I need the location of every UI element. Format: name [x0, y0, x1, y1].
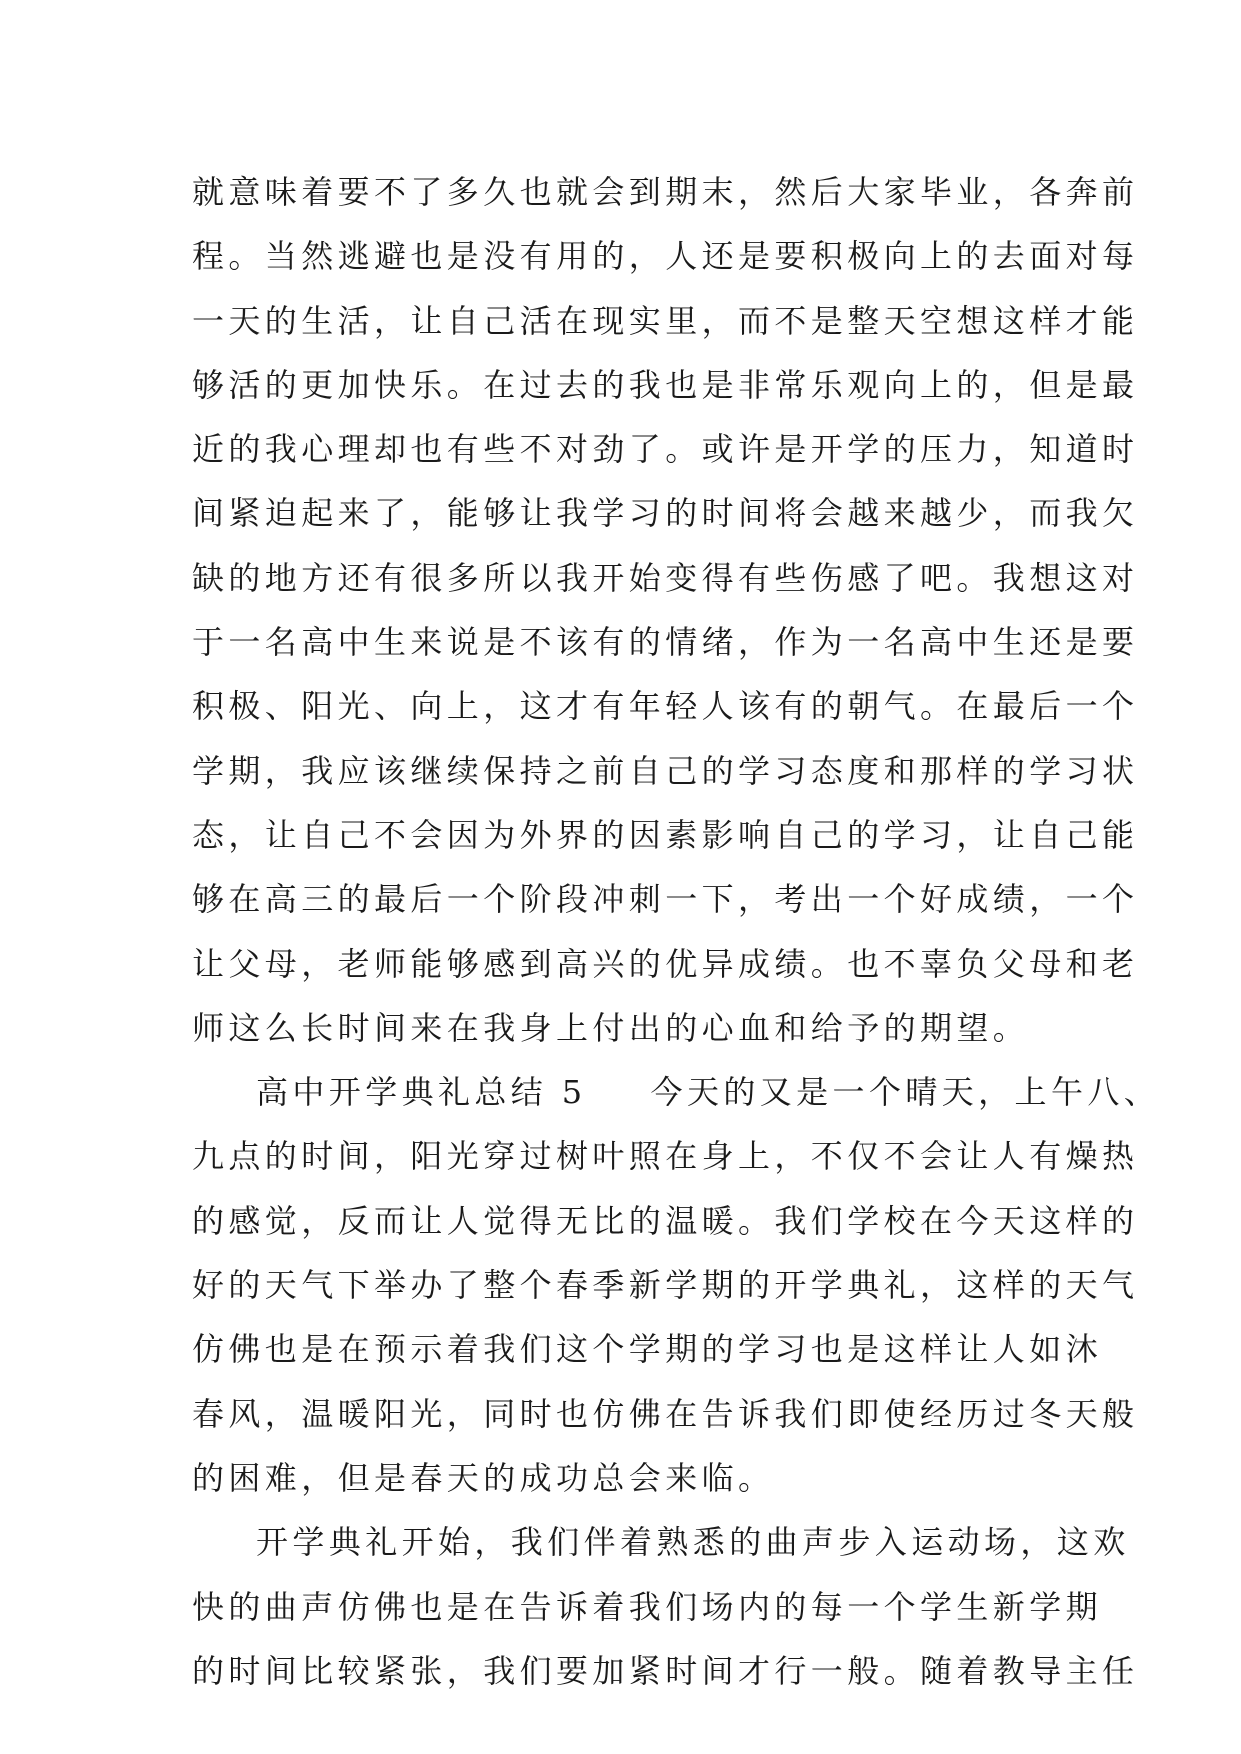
text-line: 一天的生活，让自己活在现实里，而不是整天空想这样才能 [192, 301, 1139, 340]
text-line: 于一名高中生来说是不该有的情绪，作为一名高中生还是要 [192, 623, 1139, 662]
text-line: 九点的时间，阳光穿过树叶照在身上，不仅不会让人有燥热 [192, 1137, 1139, 1176]
text-line: 缺的地方还有很多所以我开始变得有些伤感了吧。我想这对 [192, 558, 1139, 597]
text-line: 近的我心理却也有些不对劲了。或许是开学的压力，知道时 [192, 430, 1139, 469]
text-line: 快的曲声仿佛也是在告诉着我们场内的每一个学生新学期 [192, 1587, 1103, 1626]
text-line: 程。当然逃避也是没有用的，人还是要积极向上的去面对每 [192, 237, 1139, 276]
body-text [192, 160, 1161, 1703]
text-line: 的感觉，反而让人觉得无比的温暖。我们学校在今天这样的 [192, 1201, 1139, 1240]
text-line: 让父母，老师能够感到高兴的优异成绩。也不辜负父母和老 [192, 944, 1139, 983]
text-line: 的时间比较紧张，我们要加紧时间才行一般。随着教导主任 [192, 1651, 1139, 1690]
text-line: 的困难，但是春天的成功总会来临。 [192, 1458, 775, 1497]
text-line: 仿佛也是在预示着我们这个学期的学习也是这样让人如沐 [192, 1330, 1103, 1369]
text-line: 够在高三的最后一个阶段冲刺一下，考出一个好成绩，一个 [192, 880, 1139, 919]
text-line: 春风，温暖阳光，同时也仿佛在告诉我们即使经历过冬天般 [192, 1394, 1139, 1433]
text-line: 够活的更加快乐。在过去的我也是非常乐观向上的，但是最 [192, 365, 1139, 404]
text-line: 师这么长时间来在我身上付出的心血和给予的期望。 [192, 1008, 1030, 1047]
text-line: 就意味着要不了多久也就会到期末，然后大家毕业，各奔前 [192, 173, 1139, 211]
heading-trailing-text: 今天的又是一个晴天，上午八、 [650, 1073, 1161, 1112]
section-heading-line [192, 1060, 1161, 1124]
text-line: 间紧迫起来了，能够让我学习的时间将会越来越少，而我欠 [192, 494, 1139, 533]
text-line: 态，让自己不会因为外界的因素影响自己的学习，让自己能 [192, 815, 1139, 854]
text-line: 学期，我应该继续保持之前自己的学习态度和那样的学习状 [192, 751, 1139, 790]
section-heading: 高中开学典礼总结 5 [256, 1073, 587, 1112]
paragraph-first-line: 开学典礼开始，我们伴着熟悉的曲声步入运动场，这欢 [256, 1523, 1130, 1562]
text-line: 好的天气下举办了整个春季新学期的开学典礼，这样的天气 [192, 1266, 1139, 1305]
text-line: 积极、阳光、向上，这才有年轻人该有的朝气。在最后一个 [192, 687, 1139, 726]
